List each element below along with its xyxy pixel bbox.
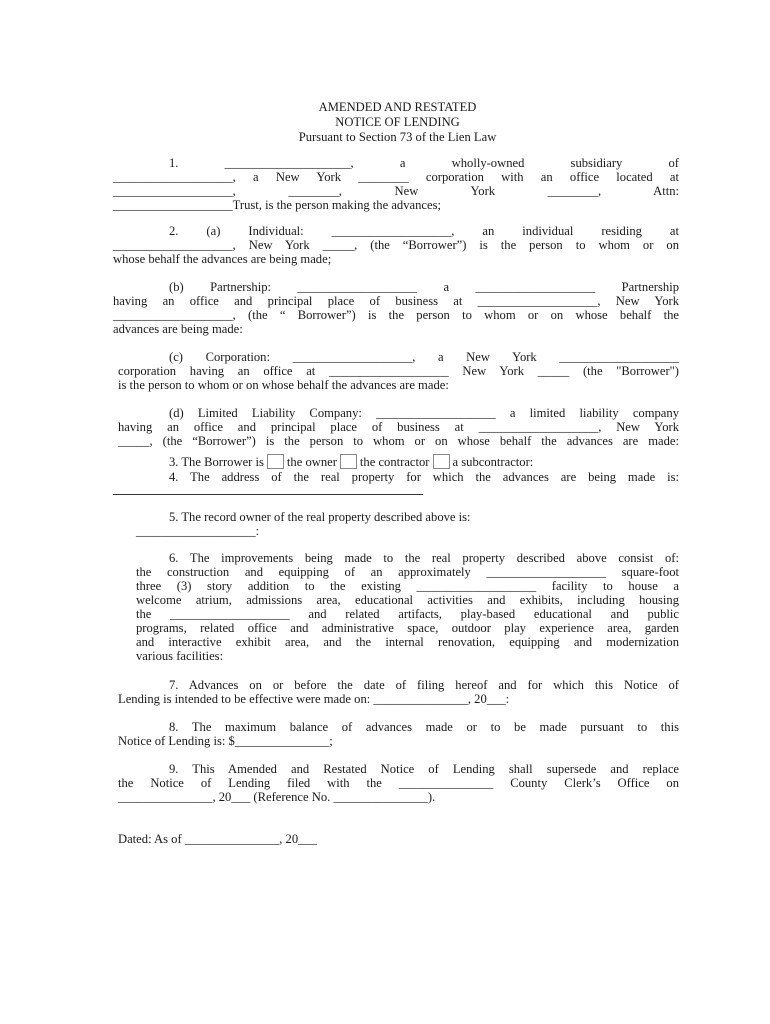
paragraph-1: [113, 156, 679, 212]
paragraph-5-line-1: 5. The record owner of the real property described above is:: [169, 510, 471, 524]
paragraph-2b-line: (b) Partnership: ___________________ a ___________________ Partnership: [169, 280, 679, 294]
paragraph-4-line: 4. The address of the real property for which the advances are being made is:: [169, 470, 679, 484]
paragraph-2c-line: corporation having an office at ___________________ New York _____ (the "Borrower"): [118, 364, 679, 378]
contractor-checkbox[interactable]: [340, 454, 357, 469]
paragraph-2d-line: having an office and principal place of business at ___________________, New York: [118, 420, 679, 434]
paragraph-2c-line: (c) Corporation: ___________________, a New York ___________________: [169, 350, 679, 364]
paragraph-6-line: the construction and equipping of an approximately ___________________ square-foot: [136, 565, 679, 579]
paragraph-2a: [113, 224, 679, 266]
address-blank-line[interactable]: [113, 494, 423, 495]
paragraph-2b: [113, 280, 679, 336]
paragraph-6-line: the ___________________ and related artifacts, play-based educational and public: [136, 607, 679, 621]
paragraph-6-line: three (3) story addition to the existing ___________________ facility to house a: [136, 579, 679, 593]
paragraph-3: [169, 454, 533, 469]
owner-checkbox[interactable]: [267, 454, 284, 469]
paragraph-6-line: and interactive exhibit area, and the internal renovation, equipping and modernization: [136, 635, 679, 649]
paragraph-5-line-2: ___________________:: [136, 524, 260, 538]
title-line-2: NOTICE OF LENDING: [335, 115, 460, 129]
paragraph-9-line: the Notice of Lending filed with the _______________ County Clerk’s Office on: [118, 776, 679, 790]
paragraph-2d: [118, 406, 679, 448]
paragraph-2d-line: (d) Limited Liability Company: ___________________ a limited liability company: [169, 406, 679, 420]
paragraph-1-line: ___________________, ________, New York ________, Attn:: [113, 184, 679, 198]
paragraph-9-line: _______________, 20___ (Reference No. _______________).: [118, 790, 436, 804]
owner-option-label: the owner: [286, 455, 337, 469]
paragraph-7-line: 7. Advances on or before the date of filing hereof and for which this Notice of: [169, 678, 679, 692]
paragraph-8-line: Notice of Lending is: $_______________;: [118, 734, 333, 748]
paragraph-6: [136, 551, 679, 663]
paragraph-2a-line: whose behalf the advances are being made;: [113, 252, 332, 266]
paragraph-9: [118, 762, 679, 804]
paragraph-7-line: Lending is intended to be effective were made on: _______________, 20___:: [118, 692, 510, 706]
paragraph-6-line: various facilities:: [136, 649, 224, 663]
paragraph-6-line: programs, related office and administrative space, outdoor play experience area, garden: [136, 621, 679, 635]
paragraph-6-line: 6. The improvements being made to the real property described above consist of:: [169, 551, 679, 565]
paragraph-2a-line: ___________________, New York _____, (the “Borrower”) is the person to whom or on: [113, 238, 679, 252]
paragraph-2d-line: _____, (the “Borrower”) is the person to whom or on whose behalf the advances are made:: [118, 434, 679, 448]
paragraph-1-line: ___________________Trust, is the person making the advances;: [113, 198, 441, 212]
borrower-is-label: 3. The Borrower is: [169, 455, 264, 469]
paragraph-7: [118, 678, 679, 706]
paragraph-9-line: 9. This Amended and Restated Notice of Lending shall supersede and replace: [169, 762, 679, 776]
paragraph-2b-line: ___________________, (the “ Borrower”) is the person to whom or on whose behalf the: [113, 308, 679, 322]
paragraph-1-line: ___________________, a New York ________ corporation with an office located at: [113, 170, 679, 184]
subcontractor-option-label: a subcontractor:: [452, 455, 534, 469]
paragraph-2b-line: advances are being made:: [113, 322, 243, 336]
dated-line: Dated: As of _______________, 20___: [118, 832, 318, 846]
paragraph-2c-line: is the person to whom or on whose behalf the advances are made:: [118, 378, 449, 392]
paragraph-8: [118, 720, 679, 748]
subtitle: Pursuant to Section 73 of the Lien Law: [298, 130, 497, 144]
subcontractor-checkbox[interactable]: [433, 454, 450, 469]
paragraph-6-line: welcome atrium, admissions area, educational activities and exhibits, including housing: [136, 593, 679, 607]
contractor-option-label: the contractor: [359, 455, 430, 469]
paragraph-1-line: 1. ____________________, a wholly-owned subsidiary of: [169, 156, 679, 170]
title-line-1: AMENDED AND RESTATED: [318, 100, 477, 114]
paragraph-8-line: 8. The maximum balance of advances made or to be made pursuant to this: [169, 720, 679, 734]
paragraph-2a-line: 2. (a) Individual: ___________________, an individual residing at: [169, 224, 679, 238]
paragraph-4: [113, 470, 679, 484]
paragraph-2b-line: having an office and principal place of business at ___________________, New York: [113, 294, 679, 308]
paragraph-2c: [118, 350, 679, 392]
